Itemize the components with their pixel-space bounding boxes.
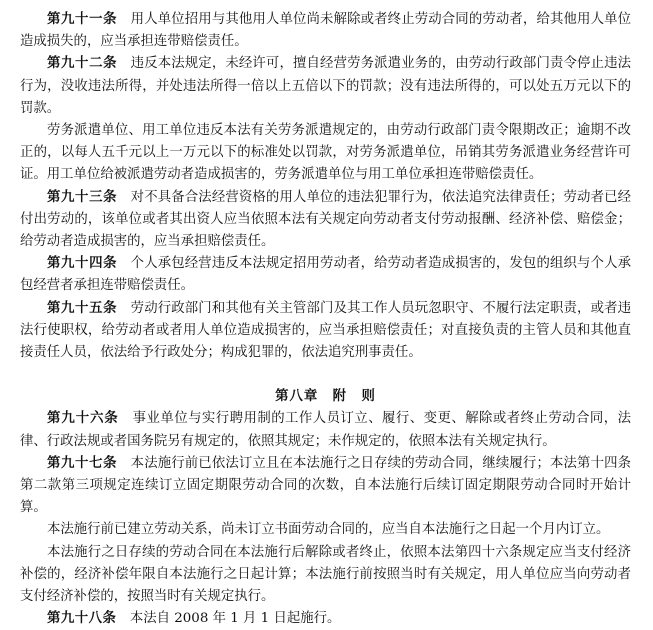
article-97	[20, 453, 645, 520]
article-text: 对不具备合法经营资格的用人单位的违法犯罪行为，依法追究法律责任；劳动者已经付出劳动的，该单位或者其出资人应当依照本法有关规定向劳动者支付劳动报酬、经济补偿、赔偿金；给劳动者造成损害的，应当承担赔偿责任。	[20, 189, 632, 250]
article-97-paragraph-3	[20, 542, 631, 609]
article-98	[20, 608, 631, 630]
article-text: 事业单位与实行聘用制的工作人员订立、履行、变更、解除或者终止劳动合同，法律、行政法规或者国务院另有规定的，依照其规定；未作规定的，依照本法有关规定执行。	[20, 411, 631, 449]
article-93	[20, 187, 631, 254]
article-text: 个人承包经营违反本法规定招用劳动者，给劳动者造成损害的，发包的组织与个人承包经营者承担连带赔偿责任。	[20, 256, 632, 294]
article-text: 本法施行之日存续的劳动合同在本法施行后解除或者终止，依照本法第四十六条规定应当支付经济补偿的，经济补偿年限自本法施行之日起计算；本法施行前按照当时有关规定，用人单位应当向劳动者支付经济补偿的，按照当时有关规定执行。	[20, 544, 631, 605]
article-92-paragraph-2	[20, 120, 631, 187]
article-92	[20, 53, 631, 120]
article-96	[20, 408, 631, 452]
article-number: 第九十五条	[47, 300, 118, 316]
article-number: 第九十一条	[47, 12, 118, 27]
article-97-paragraph-2	[20, 519, 631, 541]
article-number: 第九十三条	[47, 189, 118, 205]
article-number: 第九十二条	[47, 56, 118, 72]
article-number: 第九十八条	[47, 611, 117, 627]
article-text: 本法施行前已依法订立且在本法施行之日存续的劳动合同，继续履行；本法第十四条 第二款第三项规定连续订立固定期限劳动合同的次数，自本法施行后续订固定期限劳动合同时开始计算。	[20, 455, 645, 516]
article-number: 第九十六条	[47, 411, 119, 427]
article-text: 劳务派遣单位、用工单位违反本法有关劳务派遣规定的，由劳动行政部门责令限期改正；逾期不改正的，以每人五千元以上一万元以下的标准处以罚款，对劳务派遣单位，吊销其劳务派遣业务经营许可证。用工单位给被派遣劳动者造成损害的，劳务派遣单位与用工单位承担连带赔偿责任。	[20, 123, 631, 183]
chapter-heading: 第八章 附 则	[275, 389, 376, 405]
article-text: 本法施行前已建立劳动关系，尚未订立书面劳动合同的，应当自本法施行之日起一个月内订立。	[47, 522, 610, 538]
article-text: 本法自 2008 年 1 月 1 日起施行。	[129, 611, 341, 627]
article-number: 第九十四条	[47, 256, 118, 272]
article-95	[20, 298, 631, 365]
article-94	[20, 253, 631, 297]
article-text: 违反本法规定，未经许可，擅自经营劳务派遣业务的，由劳动行政部门责令停止违法行为，没收违法所得，并处违法所得一倍以上五倍以下的罚款；没有违法所得的，可以处五万元以下的罚款。	[20, 56, 632, 116]
article-text: 用人单位招用与其他用人单位尚未解除或者终止劳动合同的劳动者，给其他用人单位造成损失的，应当承担连带赔偿责任。	[20, 12, 632, 50]
article-text: 劳动行政部门和其他有关主管部门及其工作人员玩忽职守、不履行法定职责，或者违法行使职权，给劳动者或者用人单位造成损害的，应当承担赔偿责任；对直接负责的主管人员和其他直接责任人员，依法给予行政处分；构成犯罪的，依法追究刑事责任。	[20, 300, 632, 361]
article-91	[20, 9, 631, 53]
article-number: 第九十七条	[47, 455, 118, 471]
